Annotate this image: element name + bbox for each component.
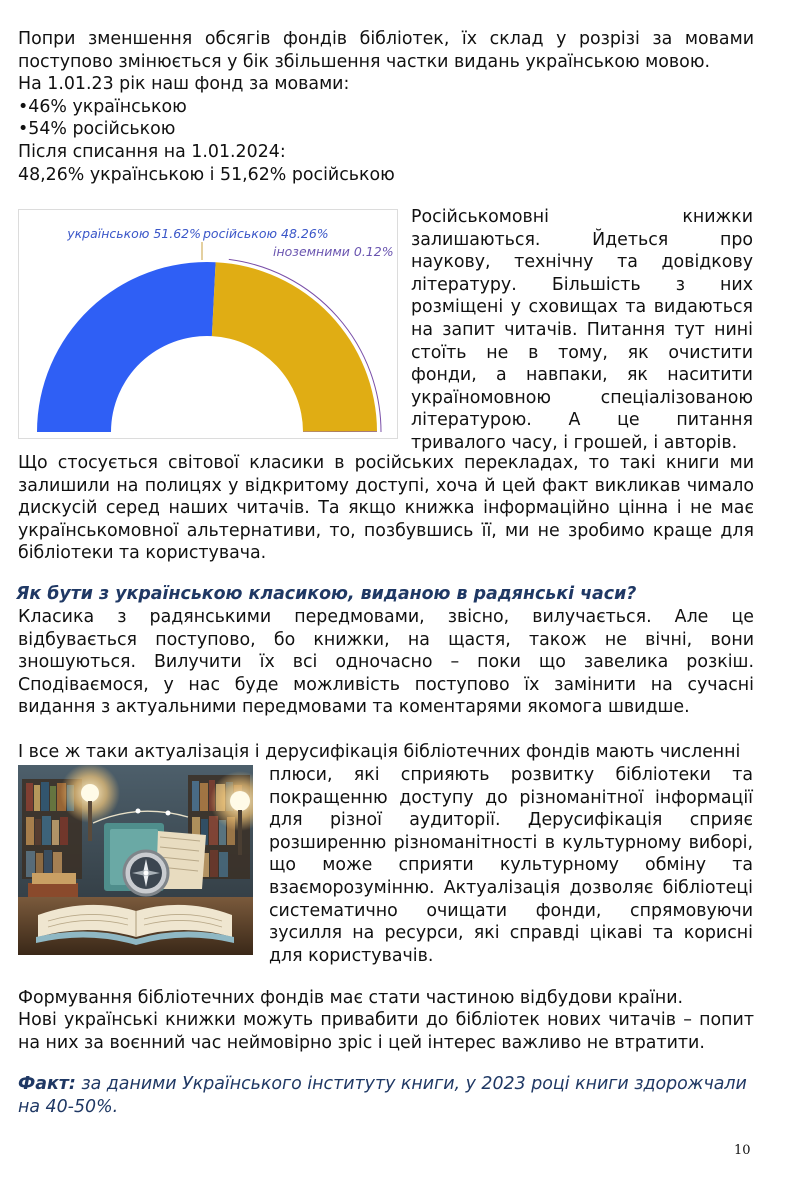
- side-paragraph-line: наукову, технічну та довідкову: [411, 252, 753, 273]
- side-paragraph-line: україномовною спеціалізованою: [411, 387, 753, 408]
- intro-line-4: Після списання на 1.01.2024:: [18, 141, 286, 162]
- fact-text: за даними Українського інституту книги, у 2023 році книги здорожчали на 40-50%.: [18, 1074, 747, 1117]
- chart-label-1: російською 48.26%: [203, 226, 329, 241]
- closing-paragraph: Нові українські книжки можуть привабити до бібліотек нових читачів – попит на них за воєнний час неймовірно зріс і цей інтерес важливо не втратити.: [18, 1010, 754, 1053]
- bullet-russian: •54% російською: [18, 119, 176, 140]
- chart-label-2: іноземними 0.12%: [273, 244, 394, 259]
- intro-sentence: [18, 28, 754, 73]
- benefits-first-line: І все ж таки актуалізація і дерусифікація бібліотечних фондів мають численні: [18, 742, 741, 762]
- side-paragraph-line: фонди, а навпаки, як наситити: [411, 365, 753, 386]
- russian-books-paragraph: [411, 206, 753, 455]
- intro-line-1: Попри зменшення обсягів фондів бібліотек, їх склад у розрізі за мовами: [18, 29, 754, 49]
- fact-label: Факт:: [18, 1074, 76, 1094]
- side-paragraph-line: тривалого часу, і грошей, і авторів.: [411, 432, 738, 453]
- world-classics-paragraph: Що стосується світової класики в російських перекладах, то такі книги ми залишили на полицях у відкритому доступі, хоча й цей факт викликав чимало дискусій серед наших читачів. Та якщо книжка інформаційно цінна і не має українськомовної альтернативи, то, позбувшись її, ми не зробимо краще для бібліотеки та користувача.: [18, 453, 754, 564]
- fact-note: [18, 1073, 758, 1118]
- benefits-paragraph: плюси, які сприяють розвитку бібліотеки та покращенню доступу до різноманітної інформації для різної аудиторії. Дерусифікація сприяє розширенню різноманітності в культурному виборі, що може сприяти культурному обміну та взаєморозумінню. Актуалізація дозволяє бібліотеці систематично очищати фонди, спрямовуючи зусилля на ресурси, які справді цікаві та корисні для користувачів.: [269, 765, 753, 966]
- language-chart: [18, 209, 398, 439]
- intro-block: [18, 28, 754, 186]
- intro-line-2: поступово змінюється у бік збільшення частки видань українською мовою.: [18, 51, 710, 72]
- page-number: 10: [734, 1143, 751, 1158]
- side-paragraph-line: залишаються. Йдеться про: [411, 229, 753, 250]
- intro-line-5: 48,26% українською і 51,62% російською: [18, 164, 395, 185]
- chart-slice-0: [37, 262, 216, 432]
- chart-slice-1: [212, 262, 377, 431]
- side-paragraph-line: стоїть не в тому, як очистити: [411, 342, 753, 363]
- half-donut-chart: [19, 210, 397, 438]
- closing-line-1: Формування бібліотечних фондів має стати частиною відбудови країни.: [18, 988, 684, 1008]
- side-paragraph-line: на запит читачів. Питання тут нині: [411, 319, 753, 340]
- bullet-ukrainian: •46% українською: [18, 96, 187, 117]
- side-paragraph-line: літературу. Більшість з них: [411, 274, 753, 295]
- chart-label-0: українською 51.62%: [67, 226, 201, 241]
- intro-line-3: На 1.01.23 рік наш фонд за мовами:: [18, 74, 350, 95]
- question-heading: Як бути з українською класикою, виданою в радянські часи?: [16, 584, 637, 604]
- side-paragraph-line: розміщені у сховищах та видаються: [411, 297, 753, 318]
- books-illustration: [18, 765, 253, 955]
- side-paragraph-line: Російськомовні книжки: [411, 207, 753, 227]
- side-paragraph-line: літературою. А це питання: [411, 410, 753, 431]
- books-and-lamps-with-compass-illustration: [18, 765, 253, 955]
- ukrainian-classics-paragraph: Класика з радянськими передмовами, звісно, вилучається. Але це відбувається поступово, бо книжки, на щастя, також не вічні, вони зношуються. Вилучити їх всі одночасно – поки що завелика розкіш. Сподіваємося, у нас буде можливість поступово їх замінити на сучасні видання з актуальними передмовами та коментарями якомога швидше.: [18, 607, 754, 718]
